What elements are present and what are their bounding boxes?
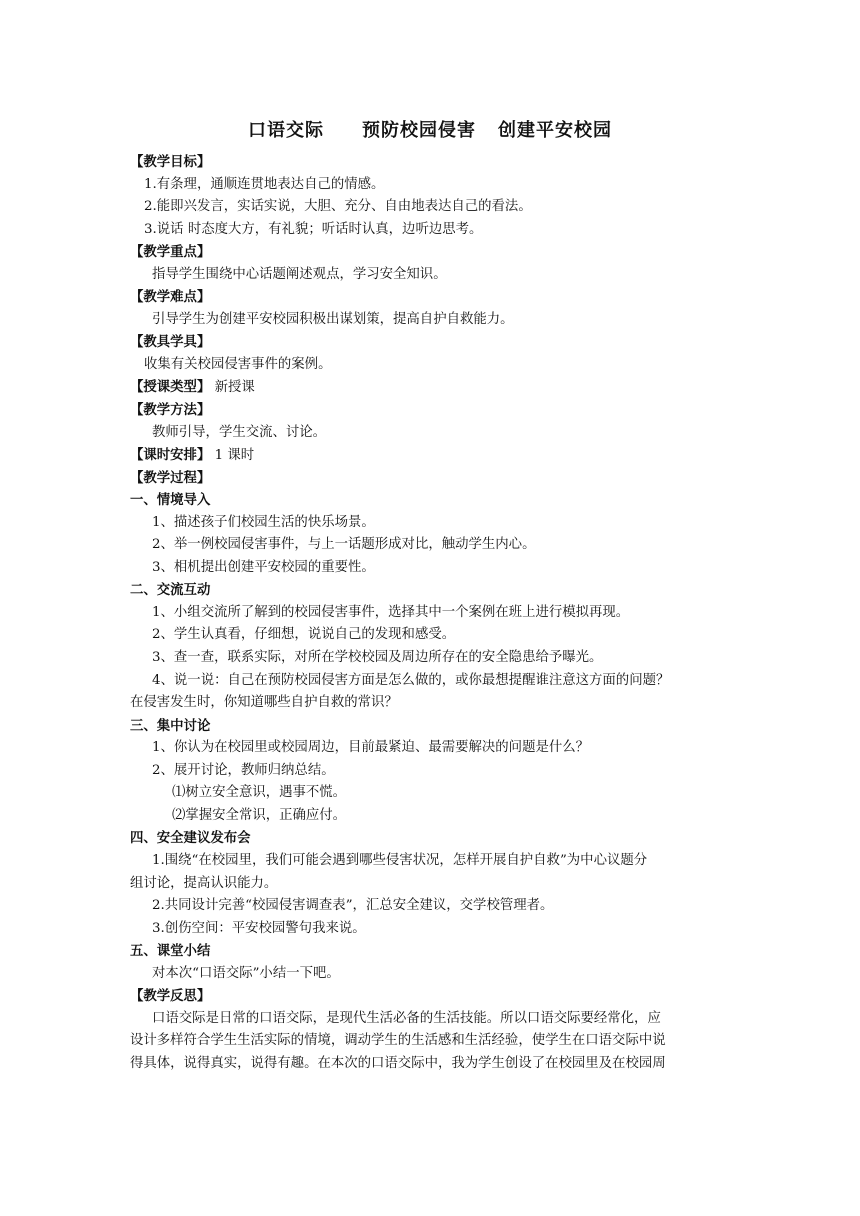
- text-line: 2.能即兴发言，实话实说，大胆、充分、自由地表达自己的看法。: [144, 199, 532, 215]
- step-heading: 四、安全建议发布会: [130, 830, 251, 847]
- section-heading: 【教学重点】: [130, 244, 211, 261]
- section-heading: 【教学目标】: [130, 154, 211, 170]
- lesson-body: [130, 151, 730, 1075]
- text-line: ⑴树立安全意识，遇事不慌。: [172, 785, 347, 801]
- text-line: 1、你认为在校园里或校园周边，目前最紧迫、最需要解决的问题是什么？: [152, 740, 590, 756]
- section-heading: 【教学反思】: [130, 988, 211, 1005]
- step-heading: 三、集中讨论: [130, 717, 211, 734]
- section-heading: 【教具学具】: [130, 334, 211, 351]
- text-line: 1.有条理，通顺连贯地表达自己的情感。: [144, 176, 385, 192]
- title-part-3: 创建平安校园: [498, 120, 612, 141]
- text-line: 组讨论，提高认识能力。: [130, 875, 278, 891]
- text-line: 收集有关校园侵害事件的案例。: [144, 356, 332, 372]
- title-part-1: 口语交际: [248, 120, 324, 141]
- text-line: 在侵害发生时，你知道哪些自护自救的常识？: [130, 695, 398, 711]
- section-heading: 【课时安排】: [130, 447, 211, 464]
- text-line: 3、相机提出创建平安校园的重要性。: [152, 559, 375, 575]
- section-heading: 【教学难点】: [130, 289, 211, 306]
- step-heading: 二、交流互动: [130, 582, 211, 599]
- section-heading: 【授课类型】: [130, 379, 211, 396]
- text-line: 4、说一说：自己在预防校园侵害方面是怎么做的，或你最想提醒谁注意这方面的问题？: [152, 672, 670, 688]
- text-line: 得具体，说得真实，说得有趣。在本次的口语交际中，我为学生创设了在校园里及在校园周: [130, 1055, 666, 1071]
- step-heading: 五、课堂小结: [130, 943, 211, 960]
- step-heading: 一、情境导入: [130, 492, 211, 509]
- lesson-time-row: [130, 444, 730, 467]
- text-line: 2、举一例校园侵害事件，与上一话题形成对比，触动学生内心。: [152, 537, 536, 553]
- text-line: 2、学生认真看，仔细想，说说自己的发现和感受。: [152, 627, 456, 643]
- lesson-type-row: [130, 376, 730, 399]
- text-line: 2、展开讨论，教师归纳总结。: [152, 762, 335, 778]
- text-line: 设计多样符合学生生活实际的情境，调动学生的生活感和生活经验，使学生在口语交际中说: [130, 1033, 666, 1049]
- text-line: 教师引导，学生交流、讨论。: [152, 424, 327, 440]
- text-line: 口语交际是日常的口语交际，是现代生活必备的生活技能。所以口语交际要经常化，应: [152, 1010, 661, 1026]
- section-heading: 【教学方法】: [130, 402, 211, 419]
- title-part-2: 预防校园侵害: [362, 120, 476, 141]
- lesson-time-value: 1 课时: [214, 448, 255, 464]
- text-line: 1、小组交流所了解到的校园侵害事件，选择其中一个案例在班上进行模拟再现。: [152, 604, 630, 620]
- text-line: 1、描述孩子们校园生活的快乐场景。: [152, 514, 375, 530]
- text-line: 3.说话 时态度大方，有礼貌；听话时认真，边听边思考。: [144, 221, 483, 237]
- text-line: 3、查一查，联系实际，对所在学校校园及周边所存在的安全隐患给予曝光。: [152, 650, 603, 666]
- text-line: ⑵掌握安全常识，正确应付。: [172, 807, 347, 823]
- text-line: 1.围绕“在校园里，我们可能会遇到哪些侵害状况，怎样开展自护自救”为中心议题分: [152, 852, 648, 868]
- text-line: 引导学生为创建平安校园积极出谋划策，提高自护自救能力。: [152, 311, 514, 327]
- text-line: 指导学生围绕中心话题阐述观点，学习安全知识。: [152, 266, 447, 282]
- lesson-type-value: 新授课: [214, 380, 255, 396]
- text-line: 3.创伤空间：平安校园警句我来说。: [152, 920, 366, 936]
- text-line: 对本次“口语交际”小结一下吧。: [152, 965, 340, 981]
- text-line: 2.共同设计完善“校园侵害调查表”，汇总安全建议，交学校管理者。: [152, 898, 554, 914]
- page-title: [0, 116, 860, 142]
- section-heading: 【教学过程】: [130, 469, 211, 486]
